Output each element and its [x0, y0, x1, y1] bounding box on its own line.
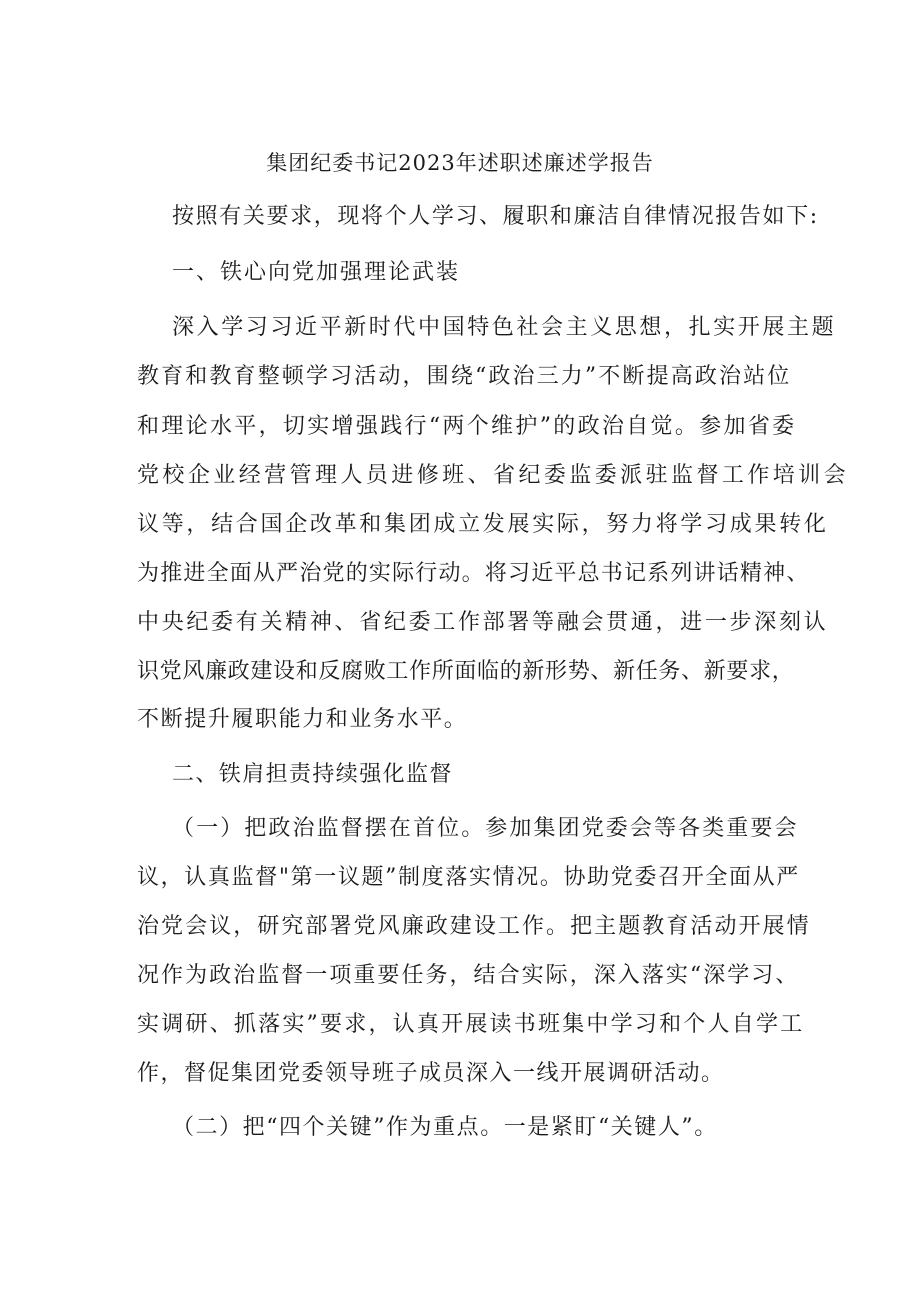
paragraph-2-line-1: （一）把政治监督摆在首位。参加集团党委会等各类重要会 — [172, 816, 799, 841]
paragraph-2-line-5: 实调研、抓落实”要求，认真开展读书班集中学习和个人自学工 — [137, 1012, 805, 1037]
paragraph-1-line-3: 和理论水平，切实增强践行“两个维护”的政治自觉。参加省委 — [137, 414, 797, 439]
paragraph-2-line-3: 治党会议，研究部署党风廉政建设工作。把主题教育活动开展情 — [137, 914, 811, 939]
paragraph-1-line-6: 为推进全面从严治党的实际行动。将习近平总书记系列讲话精神、 — [137, 561, 810, 586]
paragraph-1-line-5: 议等，结合国企改革和集团成立发展实际，努力将学习成果转化 — [137, 512, 829, 537]
paragraph-1-line-8: 识党风廉政建设和反腐败工作所面临的新形势、新任务、新要求， — [137, 659, 795, 684]
paragraph-intro-line-1: 按照有关要求，现将个人学习、履职和廉洁自律情况报告如下: — [172, 204, 819, 229]
paragraph-1-line-7: 中央纪委有关精神、省纪委工作部署等融会贯通，进一步深刻认 — [137, 610, 829, 635]
paragraph-2-line-2: 议，认真监督"第一议题”制度落实情况。协助党委召开全面从严 — [137, 865, 800, 890]
section-heading-1: 一、铁心向党加强理论武装 — [172, 260, 461, 285]
paragraph-3-line-1: （二）把“四个关键”作为重点。一是紧盯“关键人”。 — [172, 1115, 718, 1140]
paragraph-2-line-6: 作，督促集团党委领导班子成员深入一线开展调研活动。 — [137, 1061, 725, 1086]
paragraph-2-line-4: 况作为政治监督一项重要任务，结合实际，深入落实“深学习、 — [137, 963, 800, 988]
paragraph-1-line-4: 党校企业经营管理人员进修班、省纪委监委派驻监督工作培训会 — [137, 463, 850, 488]
section-heading-2: 二、铁肩担责持续强化监督 — [172, 762, 453, 787]
document-title: 集团纪委书记2023年述职述廉述学报告 — [266, 151, 654, 175]
paragraph-1-line-1: 深入学习习近平新时代中国特色社会主义思想，扎实开展主题 — [172, 315, 837, 340]
paragraph-1-line-2: 教育和教育整顿学习活动，围绕“政治三力”不断提高政治站位 — [137, 364, 792, 389]
paragraph-1-line-9: 不断提升履职能力和业务水平。 — [137, 707, 468, 732]
